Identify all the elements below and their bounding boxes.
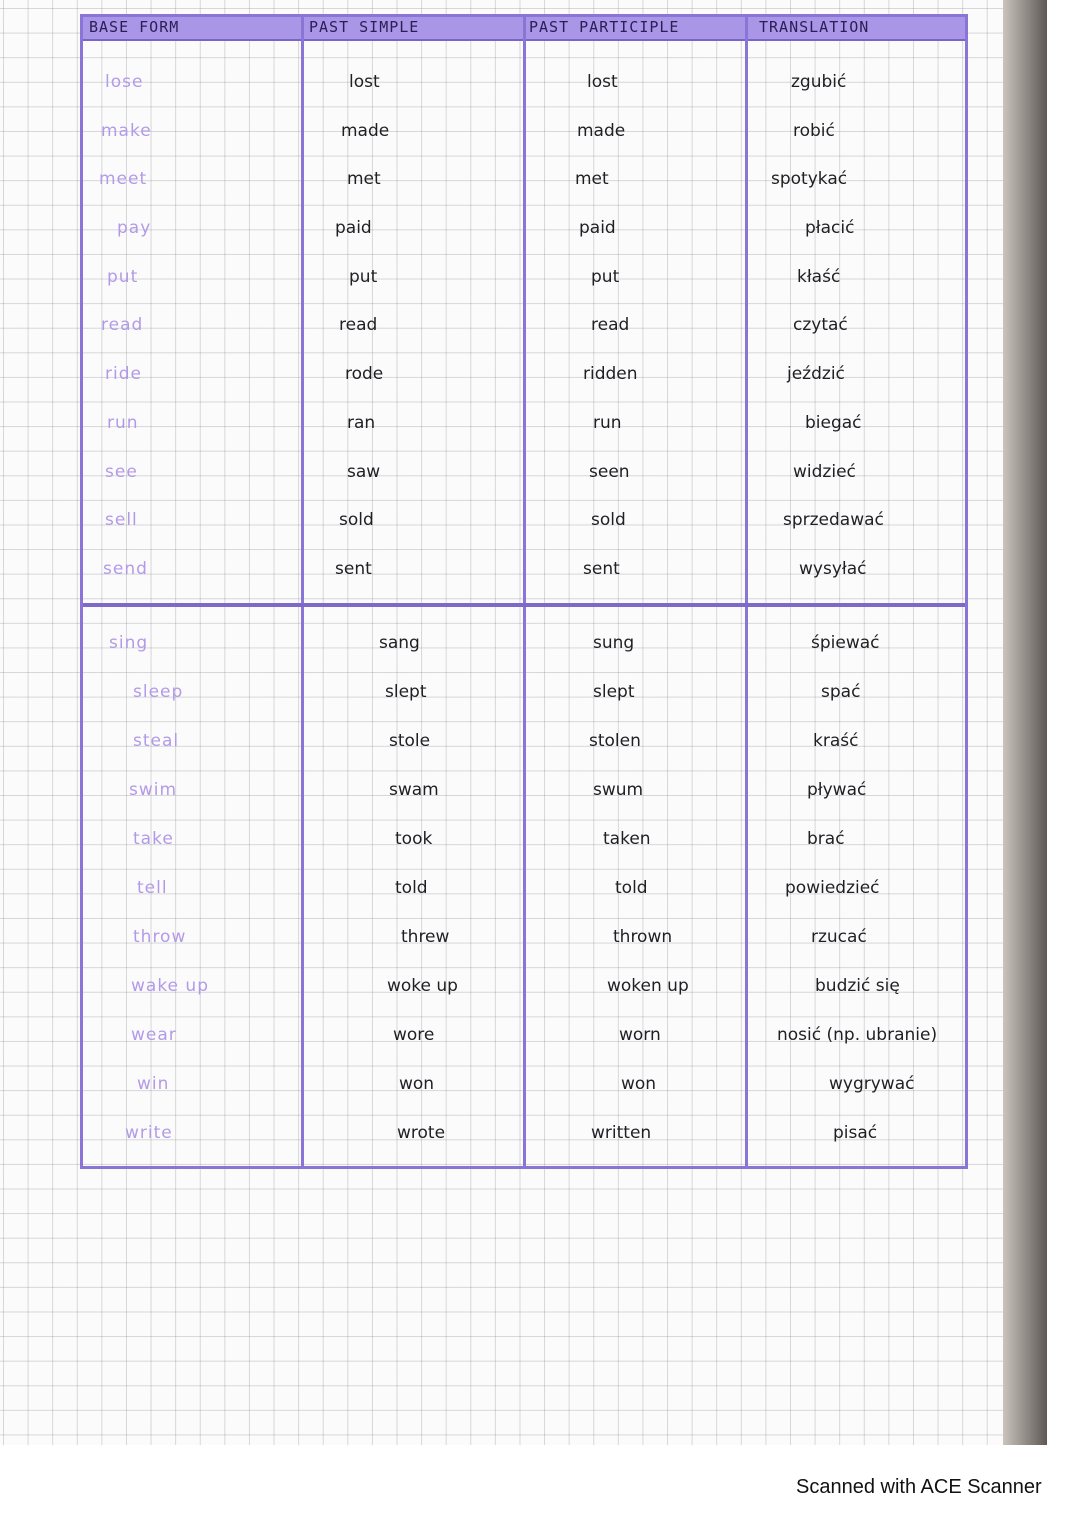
table-row [83,1074,965,1104]
table-row [83,829,965,859]
cell-past-participle: paid [579,218,616,238]
cell-past-simple: met [347,169,381,189]
table-row [83,169,965,199]
cell-past-participle: lost [587,72,618,92]
table-row [83,633,965,663]
cell-base-form: make [101,121,152,141]
cell-base-form: see [105,462,138,482]
table-row [83,462,965,492]
cell-past-simple: wore [393,1025,435,1045]
cell-past-simple: woke up [387,976,458,996]
cell-past-participle: made [577,121,626,141]
cell-translation: biegać [805,413,862,433]
table-row [83,878,965,908]
cell-past-simple: sold [339,510,374,530]
cell-translation: kraść [813,731,859,751]
cell-past-simple: took [395,829,433,849]
cell-past-participle: sent [583,559,620,579]
cell-past-participle: slept [593,682,635,702]
cell-translation: wysyłać [799,559,867,579]
cell-past-participle: read [591,315,630,335]
cell-base-form: tell [137,878,168,898]
cell-base-form: steal [133,731,180,751]
cell-past-simple: saw [347,462,381,482]
table-row [83,731,965,761]
header-past-simple: PAST SIMPLE [309,18,420,36]
table-row [83,72,965,102]
cell-base-form: meet [99,169,148,189]
cell-translation: robić [793,121,835,141]
table-row [83,1123,965,1153]
cell-past-participle: met [575,169,609,189]
cell-translation: pływać [807,780,867,800]
cell-past-participle: told [615,878,648,898]
cell-past-participle: won [621,1074,657,1094]
cell-base-form: sell [105,510,138,530]
table-row [83,780,965,810]
cell-translation: pisać [833,1123,878,1143]
cell-base-form: take [133,829,174,849]
cell-past-participle: put [591,267,620,287]
cell-base-form: wear [131,1025,177,1045]
cell-translation: kłaść [797,267,841,287]
table-row [83,364,965,394]
cell-translation: jeździć [787,364,845,384]
cell-past-simple: rode [345,364,384,384]
cell-past-simple: threw [401,927,450,947]
table-row [83,682,965,712]
header-base-form: BASE FORM [89,18,180,36]
cell-past-participle: written [591,1123,652,1143]
cell-translation: czytać [793,315,848,335]
verb-table [80,14,968,1169]
cell-base-form: run [107,413,139,433]
table-row [83,413,965,443]
scanner-watermark: Scanned with ACE Scanner [796,1476,1042,1498]
cell-base-form: wake up [131,976,209,996]
table-row [83,315,965,345]
cell-past-simple: swam [389,780,439,800]
cell-past-participle: sold [591,510,626,530]
cell-past-participle: woken up [607,976,689,996]
cell-base-form: ride [105,364,142,384]
cell-base-form: sing [109,633,149,653]
cell-translation: rzucać [811,927,867,947]
table-row [83,121,965,151]
cell-past-participle: run [593,413,622,433]
cell-past-simple: told [395,878,428,898]
cell-base-form: win [137,1074,170,1094]
cell-past-participle: ridden [583,364,638,384]
cell-translation: sprzedawać [783,510,884,530]
cell-past-participle: sung [593,633,635,653]
table-row [83,510,965,540]
table-row [83,267,965,297]
cell-translation: widzieć [793,462,856,482]
cell-translation: spać [821,682,861,702]
cell-base-form: pay [117,218,152,238]
cell-base-form: put [107,267,139,287]
table-row [83,1025,965,1055]
header-translation: TRANSLATION [759,18,870,36]
table-row [83,976,965,1006]
cell-base-form: sleep [133,682,184,702]
cell-past-simple: won [399,1074,435,1094]
cell-past-participle: stolen [589,731,641,751]
cell-translation: brać [807,829,845,849]
cell-translation: śpiewać [811,633,880,653]
cell-past-simple: sent [335,559,372,579]
cell-past-simple: stole [389,731,431,751]
cell-past-participle: seen [589,462,630,482]
cell-past-simple: ran [347,413,376,433]
cell-past-simple: lost [349,72,380,92]
cell-translation: budzić się [815,976,900,996]
cell-past-simple: read [339,315,378,335]
table-row [83,218,965,248]
cell-base-form: read [101,315,144,335]
table-row [83,559,965,589]
table-rows [83,17,965,1166]
cell-base-form: write [125,1123,173,1143]
table-row [83,927,965,957]
cell-translation: wygrywać [829,1074,915,1094]
cell-base-form: throw [133,927,187,947]
cell-translation: zgubić [791,72,847,92]
cell-translation: spotykać [771,169,848,189]
cell-past-simple: slept [385,682,427,702]
cell-past-simple: sang [379,633,420,653]
cell-translation: płacić [805,218,855,238]
cell-past-simple: paid [335,218,372,238]
cell-translation: powiedzieć [785,878,880,898]
cell-past-simple: wrote [397,1123,446,1143]
cell-past-participle: thrown [613,927,673,947]
cell-past-simple: put [349,267,378,287]
header-past-participle: PAST PARTICIPLE [529,18,680,36]
cell-base-form: lose [105,72,144,92]
cell-past-simple: made [341,121,390,141]
cell-past-participle: taken [603,829,651,849]
cell-base-form: swim [129,780,178,800]
cell-past-participle: swum [593,780,644,800]
cell-translation: nosić (np. ubranie) [777,1025,938,1045]
notebook-spine [1003,0,1047,1445]
cell-base-form: send [103,559,148,579]
cell-past-participle: worn [619,1025,661,1045]
